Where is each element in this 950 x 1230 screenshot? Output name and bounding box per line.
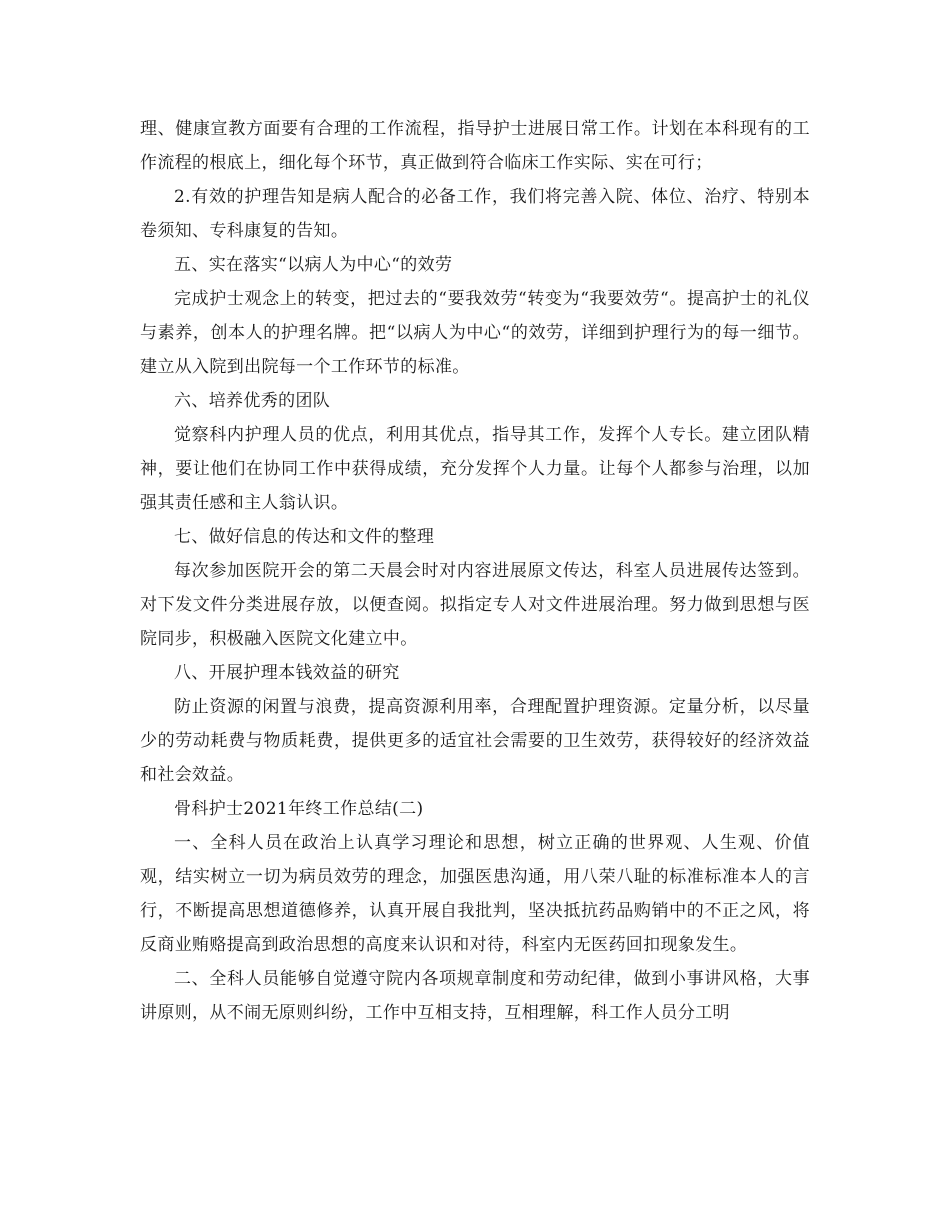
paragraph-intro-continuation: 理、健康宣教方面要有合理的工作流程，指导护士进展日常工作。计划在本科现有的工作流程的根底上，细化每个环节，真正做到符合临床工作实际、实在可行； — [140, 119, 810, 173]
section-heading-8: 八、开展护理本钱效益的研究 — [174, 663, 400, 683]
document-subtitle: 骨科护士2021年终工作总结(二) — [174, 799, 424, 819]
paragraph-section-6: 觉察科内护理人员的优点，利用其优点，指导其工作，发挥个人专长。建立团队精神，要让他们在协同工作中获得成绩，充分发挥个人力量。让每个人都参与治理，以加强其责任感和主人翁认识。 — [140, 425, 810, 513]
section-heading-5: 五、实在落实“以病人为中心“的效劳 — [174, 255, 453, 275]
paragraph-part-2: 二、全科人员能够自觉遵守院内各项规章制度和劳动纪律，做到小事讲风格，大事讲原则，从不闹无原则纠纷，工作中互相支持，互相理解，科工作人员分工明 — [140, 969, 810, 1023]
document-body — [140, 112, 810, 1030]
section-heading-7: 七、做好信息的传达和文件的整理 — [174, 527, 435, 547]
paragraph-section-8: 防止资源的闲置与浪费，提高资源利用率，合理配置护理资源。定量分析，以尽量少的劳动耗费与物质耗费，提供更多的适宜社会需要的卫生效劳，获得较好的经济效益和社会效益。 — [140, 697, 810, 785]
paragraph-part-1: 一、全科人员在政治上认真学习理论和思想，树立正确的世界观、人生观、价值观，结实树立一切为病员效劳的理念，加强医患沟通，用八荣八耻的标准标准本人的言行，不断提高思想道德修养，认真开展自我批判，坚决抵抗药品购销中的不正之风，将反商业贿赂提高到政治思想的高度来认识和对待，科室内无医药回扣现象发生。 — [140, 833, 810, 955]
paragraph-section-7: 每次参加医院开会的第二天晨会时对内容进展原文传达，科室人员进展传达签到。对下发文件分类进展存放，以便查阅。拟指定专人对文件进展治理。努力做到思想与医院同步，积极融入医院文化建立中。 — [140, 561, 810, 649]
paragraph-section-5: 完成护士观念上的转变，把过去的“要我效劳“转变为“我要效劳“。提高护士的礼仪与素养，创本人的护理名牌。把“以病人为中心“的效劳，详细到护理行为的每一细节。建立从入院到出院每一个工作环节的标准。 — [140, 289, 810, 377]
section-heading-6: 六、培养优秀的团队 — [174, 391, 331, 411]
paragraph-notification: 2.有效的护理告知是病人配合的必备工作，我们将完善入院、体位、治疗、特别本卷须知、专科康复的告知。 — [140, 187, 810, 241]
